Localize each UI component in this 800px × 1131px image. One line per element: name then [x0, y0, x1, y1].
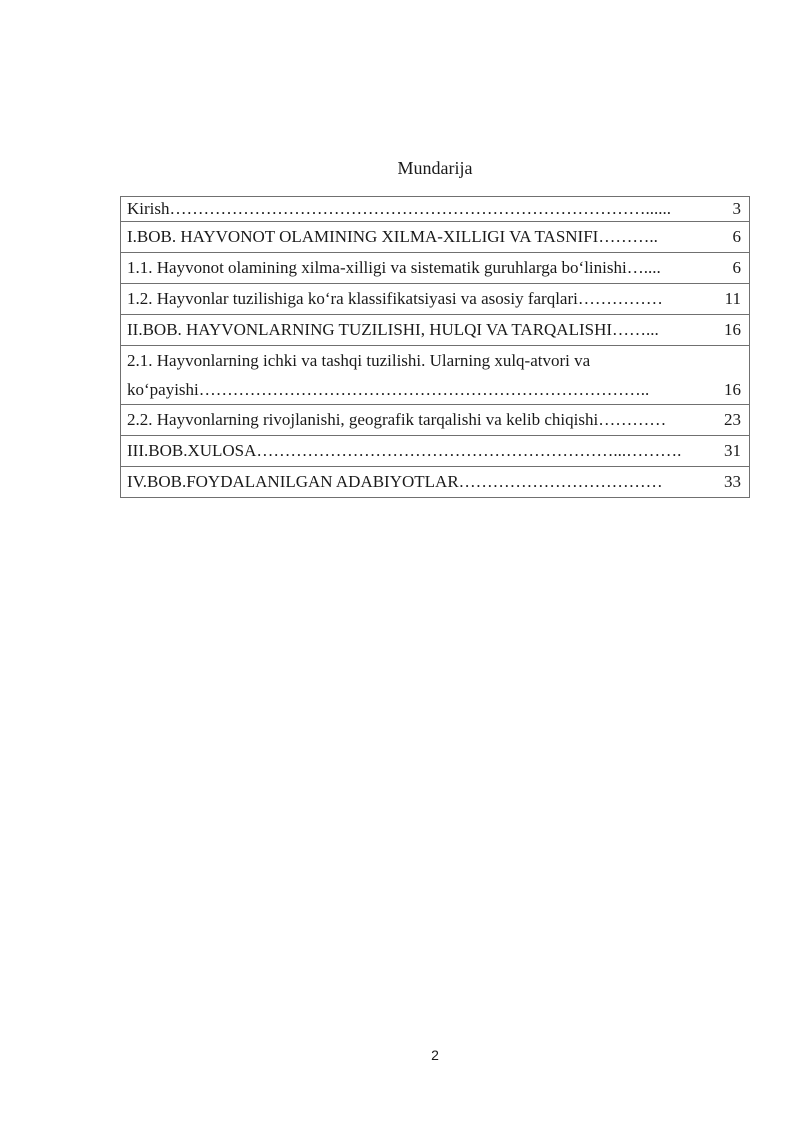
- toc-leader-dots: ………………………………: [458, 472, 663, 491]
- toc-entry-title: 2.1. Hayvonlarning ichki va tashqi tuzilishi. Ularning xulq-atvori va: [127, 351, 591, 370]
- toc-row-section-1-1: [121, 253, 750, 284]
- toc-row-chapter-4: [121, 467, 750, 498]
- toc-page-number: 33: [724, 472, 741, 491]
- toc-entry-title: II.BOB. HAYVONLARNING TUZILISHI, HULQI VA TARQALISHI: [127, 320, 613, 339]
- toc-leader-dots: ………..: [598, 227, 658, 246]
- toc-leader-dots: …....: [626, 258, 661, 277]
- toc-leader-dots: ……...: [612, 320, 659, 339]
- toc-leader-dots: …………: [598, 410, 667, 429]
- toc-entry-title: 2.2. Hayvonlarning rivojlanishi, geografik tarqalishi va kelib chiqishi: [127, 410, 599, 429]
- toc-row-section-1-2: [121, 284, 750, 315]
- toc-row-intro: [121, 197, 750, 222]
- toc-row-chapter-3: [121, 436, 750, 467]
- toc-entry-title: I.BOB. HAYVONOT OLAMINING XILMA-XILLIGI VA TASNIFI: [127, 227, 599, 246]
- table-of-contents: [120, 196, 750, 498]
- toc-page-number: 6: [732, 227, 741, 246]
- toc-page-number: 16: [724, 380, 741, 399]
- toc-entry-title: 1.2. Hayvonlar tuzilishiga ko‘ra klassifikatsiyasi va asosiy farqlari: [127, 289, 578, 308]
- toc-row-chapter-2: [121, 315, 750, 346]
- toc-leader-dots: ………………………………………………………...……….: [256, 441, 682, 460]
- toc-entry-title: IV.BOB.FOYDALANILGAN ADABIYOTLAR: [127, 472, 459, 491]
- toc-row-section-2-2: [121, 405, 750, 436]
- toc-row-chapter-1: [121, 222, 750, 253]
- toc-entry-title: III.BOB.XULOSA: [127, 441, 257, 460]
- toc-leader-dots: ……………………………………………………………………..: [198, 380, 650, 399]
- toc-leader-dots: …………………………………………………………………………......: [169, 199, 671, 218]
- toc-entry-title: 1.1. Hayvonot olamining xilma-xilligi va sistematik guruhlarga bo‘linishi: [127, 258, 627, 277]
- page-title: Mundarija: [397, 158, 473, 178]
- toc-page-number: 31: [724, 441, 741, 460]
- toc-page-number: 6: [732, 258, 741, 277]
- toc-entry-title-continued: ko‘payishi: [127, 380, 199, 399]
- toc-page-number: 11: [724, 289, 741, 308]
- toc-page-number: 3: [732, 199, 741, 218]
- toc-page-number: 23: [724, 410, 741, 429]
- toc-entry-title: Kirish: [127, 199, 170, 218]
- toc-row-section-2-1: [121, 346, 750, 405]
- toc-page-number: 16: [724, 320, 741, 339]
- page-number: 2: [431, 1047, 439, 1063]
- toc-leader-dots: ……………: [577, 289, 663, 308]
